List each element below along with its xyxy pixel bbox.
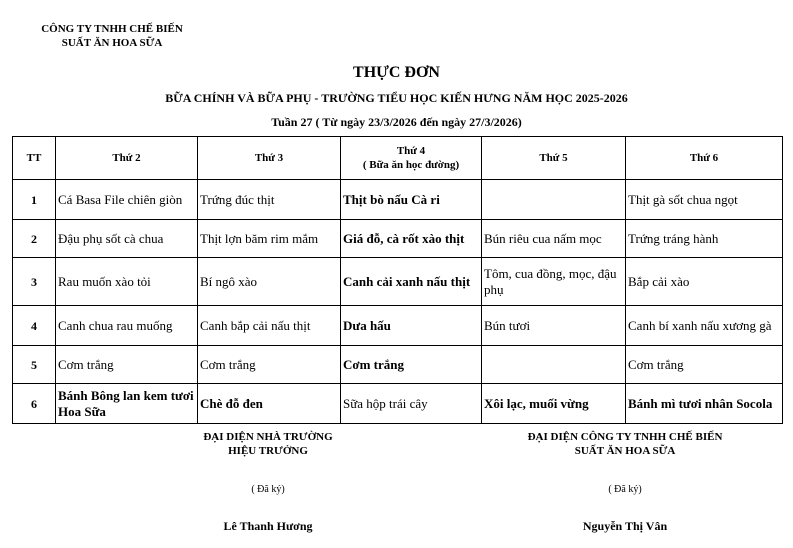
menu-cell: Xôi lạc, muối vừng [482, 384, 626, 424]
menu-cell: Trứng tráng hành [626, 220, 783, 258]
menu-cell: Cá Basa File chiên giòn [56, 180, 198, 220]
menu-cell: Rau muốn xào tỏi [56, 258, 198, 306]
company-line-2: SUẤT ĂN HOA SỮA [61, 37, 163, 49]
company-representative-title: ĐẠI DIỆN CÔNG TY TNHH CHẾ BIẾN [527, 431, 723, 443]
week-range: Tuần 27 ( Từ ngày 23/3/2026 đến ngày 27/3/2026) [271, 115, 522, 129]
page-subtitle: BỮA CHÍNH VÀ BỮA PHỤ - TRƯỜNG TIỂU HỌC KIẾN HƯNG NĂM HỌC 2025-2026 [165, 91, 628, 105]
table-header-row [13, 137, 783, 180]
menu-cell: Bánh mì tươi nhân Socola [626, 384, 783, 424]
menu-cell: Cơm trắng [56, 346, 198, 384]
company-signatory-name: Nguyễn Thị Vân [582, 519, 668, 533]
menu-cell [482, 346, 626, 384]
company-signed-note: ( Đã ký) [608, 484, 642, 495]
row-number: 1 [13, 180, 56, 220]
header-thu-3: Thứ 3 [198, 137, 341, 180]
menu-cell: Tôm, cua đồng, mọc, đậu phụ [482, 258, 626, 306]
table-row [13, 306, 783, 346]
company-representative-title-2: SUẤT ĂN HOA SỮA [574, 445, 676, 457]
table-row [13, 258, 783, 306]
menu-cell: Chè đỗ đen [198, 384, 341, 424]
school-signature-block [168, 430, 368, 534]
menu-cell: Thịt gà sốt chua ngọt [626, 180, 783, 220]
menu-cell: Đậu phụ sốt cà chua [56, 220, 198, 258]
menu-cell: Canh bí xanh nấu xương gà [626, 306, 783, 346]
school-signatory-name: Lê Thanh Hương [223, 519, 313, 533]
menu-table [12, 136, 783, 424]
principal-title: HIỆU TRƯỞNG [228, 445, 308, 457]
page-title: THỰC ĐƠN [353, 64, 440, 81]
header-thu-4-label: Thứ 4 [396, 145, 426, 157]
menu-cell: Bún riêu cua nấm mọc [482, 220, 626, 258]
header-thu-5: Thứ 5 [482, 137, 626, 180]
row-number: 6 [13, 384, 56, 424]
menu-cell: Giá đỗ, cà rốt xào thịt [341, 220, 482, 258]
table-row [13, 384, 783, 424]
table-row [13, 180, 783, 220]
header-thu-4 [341, 137, 482, 180]
menu-cell: Canh chua rau muống [56, 306, 198, 346]
menu-cell: Bắp cải xào [626, 258, 783, 306]
header-thu-6: Thứ 6 [626, 137, 783, 180]
row-number: 2 [13, 220, 56, 258]
header-tt: TT [13, 137, 56, 180]
menu-cell: Bí ngô xào [198, 258, 341, 306]
menu-cell: Bún tươi [482, 306, 626, 346]
table-row [13, 346, 783, 384]
company-line-1: CÔNG TY TNHH CHẾ BIẾN [41, 23, 183, 35]
row-number: 3 [13, 258, 56, 306]
row-number: 4 [13, 306, 56, 346]
menu-cell: Cơm trắng [198, 346, 341, 384]
menu-cell: Dưa hấu [341, 306, 482, 346]
menu-cell: Bánh Bông lan kem tươi Hoa Sữa [56, 384, 198, 424]
menu-cell: Canh cải xanh nấu thịt [341, 258, 482, 306]
school-signed-note: ( Đã ký) [251, 484, 285, 495]
company-name [22, 22, 202, 50]
menu-cell: Sữa hộp trái cây [341, 384, 482, 424]
header-thu-4-sub: ( Bữa ăn học đường) [362, 159, 460, 171]
company-signature-block [505, 430, 745, 534]
menu-cell [482, 180, 626, 220]
menu-cell: Cơm trắng [341, 346, 482, 384]
menu-cell: Trứng đúc thịt [198, 180, 341, 220]
school-representative-title: ĐẠI DIỆN NHÀ TRƯỜNG [203, 431, 333, 443]
menu-cell: Thịt bò nấu Cà ri [341, 180, 482, 220]
row-number: 5 [13, 346, 56, 384]
table-row [13, 220, 783, 258]
header-thu-2: Thứ 2 [56, 137, 198, 180]
menu-cell: Thịt lợn băm rim mắm [198, 220, 341, 258]
menu-cell: Cơm trắng [626, 346, 783, 384]
menu-cell: Canh bắp cải nấu thịt [198, 306, 341, 346]
